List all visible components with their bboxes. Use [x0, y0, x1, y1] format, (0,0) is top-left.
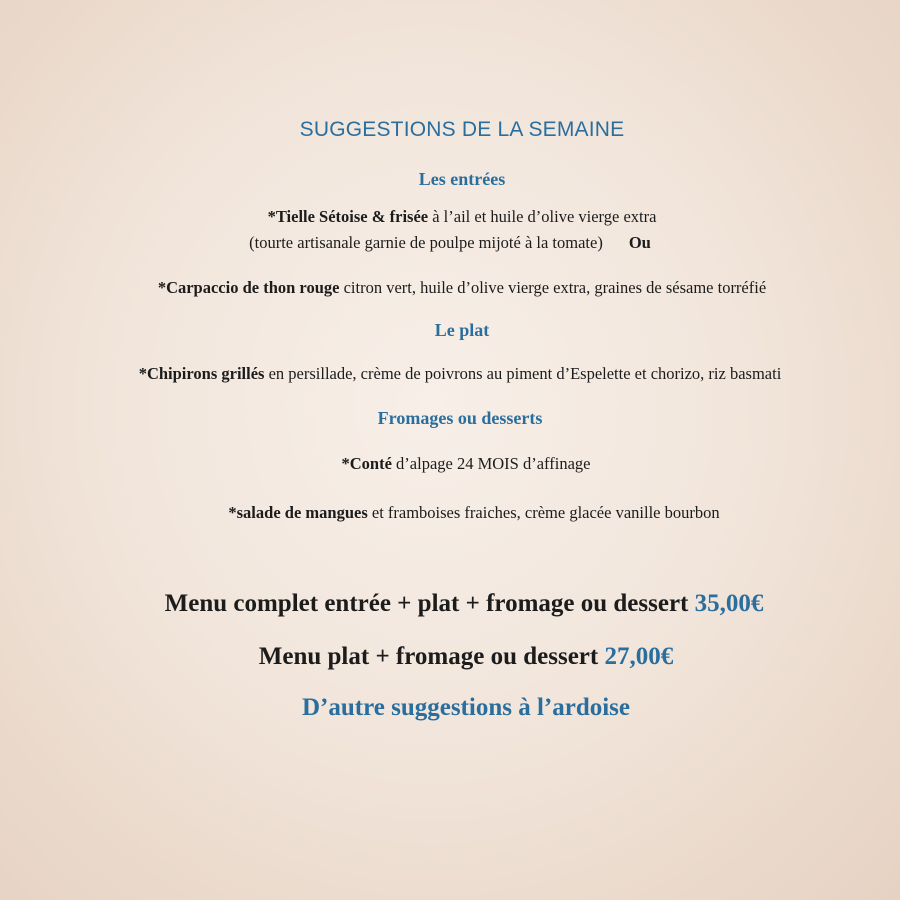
- menu-item-salade-mangues: [24, 503, 900, 523]
- menu-plat-label: Menu plat + fromage ou dessert: [258, 643, 599, 670]
- menu-item-description: à l’ail et huile d’olive vierge extra: [428, 207, 657, 226]
- footer-note: D’autre suggestions à l’ardoise: [301, 694, 630, 721]
- menu-plat-offer: [16, 643, 900, 671]
- menu-complet-offer: [14, 590, 900, 618]
- menu-item-tielle-note: [0, 233, 900, 253]
- menu-item-name: *Conté: [341, 454, 392, 473]
- menu-item-note: (tourte artisanale garnie de poulpe mijoté à la tomate): [249, 233, 603, 252]
- menu-item-description: citron vert, huile d’olive vierge extra, graines de sésame torréfié: [339, 278, 767, 297]
- menu-item-description: en persillade, crème de poivrons au piment d’Espelette et chorizo, riz basmati: [264, 364, 782, 383]
- or-label: Ou: [628, 233, 651, 252]
- menu-item-carpaccio: [12, 278, 900, 298]
- page-title: SUGGESTIONS DE LA SEMAINE: [299, 118, 625, 141]
- menu-item-tielle: [12, 207, 900, 227]
- menu-plat-price: 27,00€: [604, 643, 674, 670]
- section-heading-entrees: Les entrées: [418, 169, 506, 189]
- menu-item-conte: [16, 454, 900, 474]
- menu-complet-label: Menu complet entrée + plat + fromage ou dessert: [164, 590, 689, 617]
- menu-item-name: *Tielle Sétoise & frisée: [267, 207, 429, 226]
- menu-item-name: *salade de mangues: [228, 503, 368, 522]
- section-heading-fromages-desserts: Fromages ou desserts: [377, 408, 543, 428]
- menu-item-chipirons: [10, 364, 900, 384]
- menu-item-name: *Carpaccio de thon rouge: [157, 278, 340, 297]
- menu-item-description: d’alpage 24 MOIS d’affinage: [391, 454, 591, 473]
- menu-complet-price: 35,00€: [694, 590, 764, 617]
- menu-item-name: *Chipirons grillés: [138, 364, 265, 383]
- section-heading-plat: Le plat: [434, 320, 490, 340]
- menu-item-description: et framboises fraiches, crème glacée vanille bourbon: [367, 503, 720, 522]
